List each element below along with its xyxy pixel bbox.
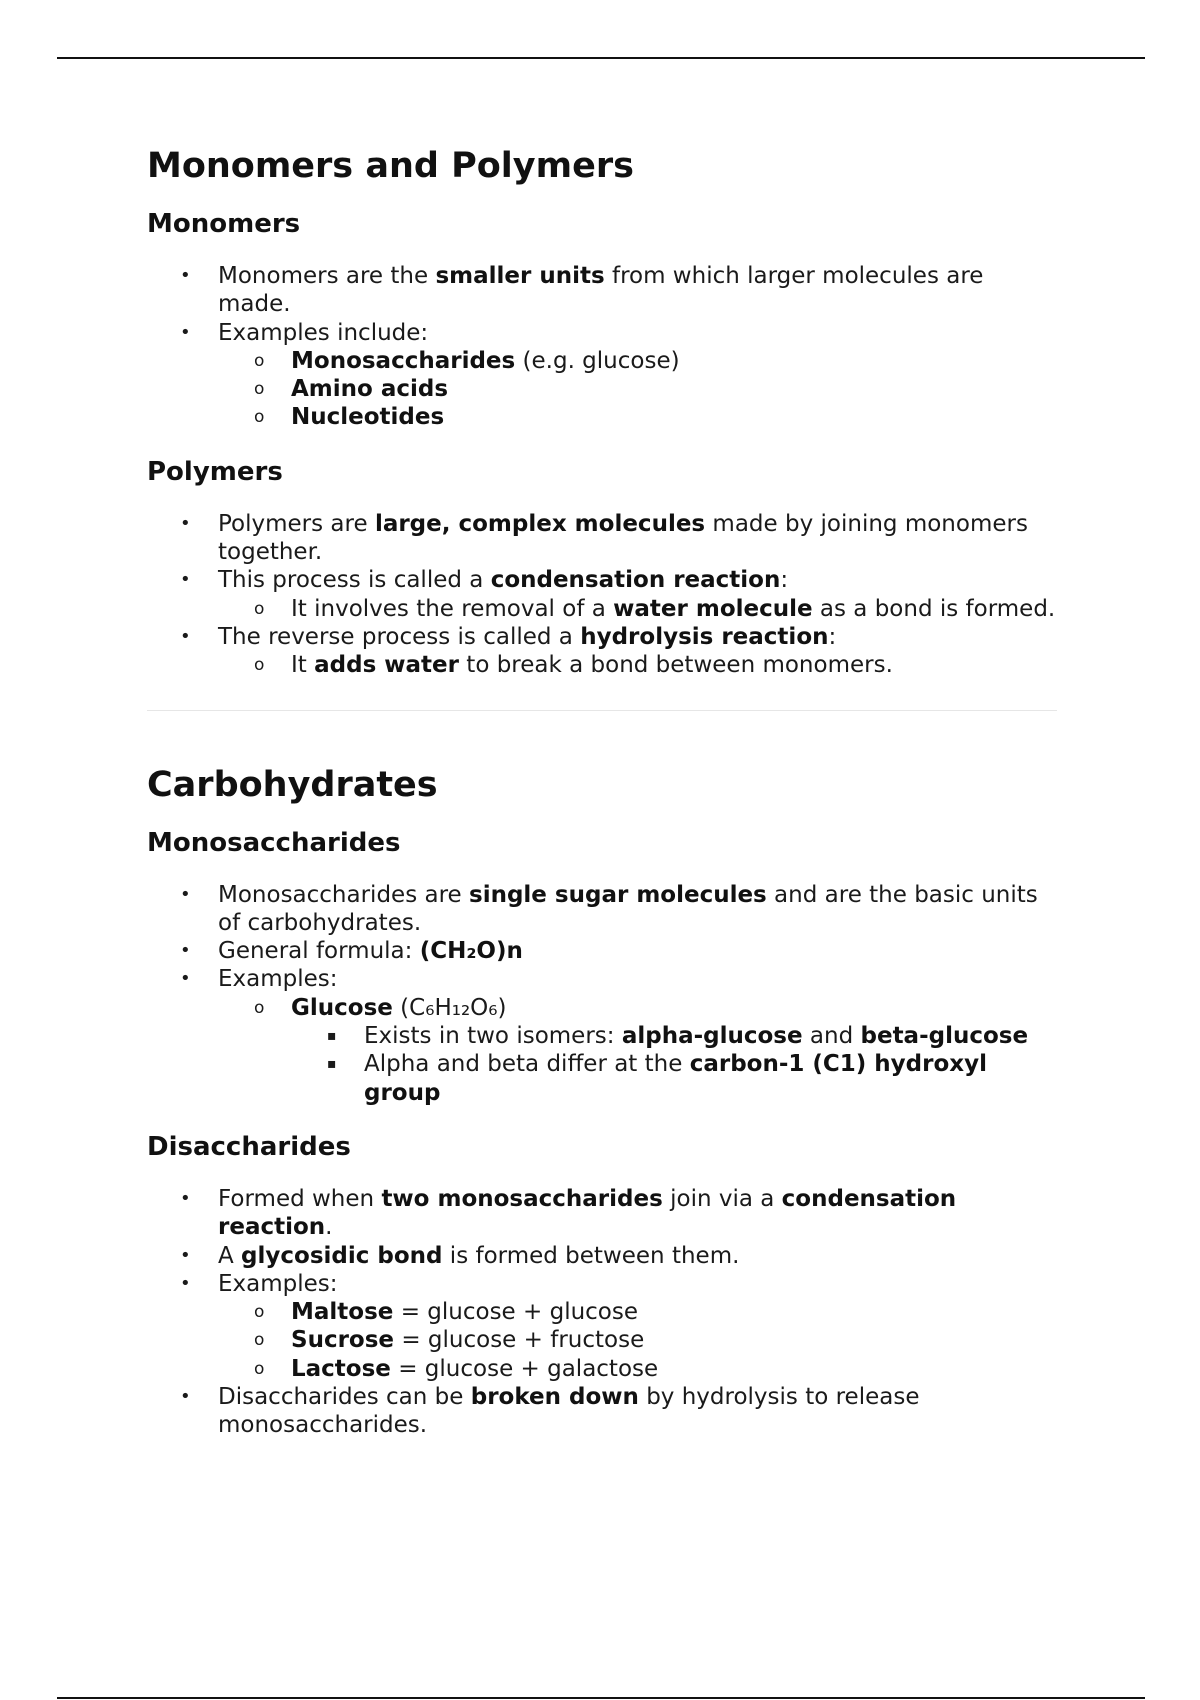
- text: It involves the removal of a: [291, 595, 614, 622]
- list-item: [147, 1298, 1057, 1326]
- list-item: [147, 347, 1057, 375]
- list-item: [147, 375, 1057, 403]
- bold-text: single sugar molecules: [469, 881, 767, 908]
- text: join via a: [662, 1185, 782, 1212]
- bullet-circle-icon: o: [254, 1358, 265, 1379]
- text: Disaccharides can be: [218, 1384, 471, 1411]
- bullet-disc-icon: •: [180, 883, 191, 905]
- bullet-circle-icon: o: [254, 407, 265, 428]
- text: :: [828, 623, 837, 650]
- bold-text: two monosaccharides: [381, 1185, 663, 1212]
- text: :: [780, 567, 789, 594]
- text: = glucose + galactose: [390, 1355, 659, 1382]
- section-divider: [147, 710, 1057, 711]
- bullet-circle-icon: o: [254, 350, 265, 371]
- bullet-disc-icon: •: [180, 1244, 191, 1266]
- bullet-square-icon: ▪: [327, 1056, 337, 1073]
- subsection-title: Polymers: [147, 456, 283, 487]
- bold-text: beta-glucose: [860, 1023, 1029, 1050]
- bullet-circle-icon: o: [254, 1302, 265, 1323]
- section-title: Carbohydrates: [147, 764, 438, 805]
- list-item: [147, 262, 1057, 319]
- bullet-disc-icon: •: [180, 265, 191, 286]
- bold-text: water molecule: [613, 595, 813, 622]
- bold-text: carbon-1 (C1) hydroxyl group: [364, 1051, 987, 1106]
- list-item: [147, 510, 1057, 567]
- text: and are the basic units of carbohydrates.: [218, 881, 1038, 936]
- text: = glucose + glucose: [393, 1299, 639, 1326]
- bullet-circle-icon: o: [254, 1330, 265, 1351]
- bold-text: Glucose: [291, 994, 393, 1021]
- list-item: [147, 994, 1057, 1022]
- text: Examples:: [218, 966, 338, 993]
- bullet-disc-icon: •: [180, 968, 191, 990]
- bold-text: Lactose: [291, 1355, 391, 1382]
- bold-text: broken down: [470, 1384, 639, 1411]
- text: Alpha and beta differ at the: [364, 1051, 690, 1078]
- page-top-rule: [57, 57, 1145, 59]
- text: Examples:: [218, 1270, 338, 1297]
- subsection-title: Monosaccharides: [147, 827, 401, 858]
- bold-text: hydrolysis reaction: [580, 623, 829, 650]
- bullet-list: [147, 881, 1057, 1107]
- bullet-disc-icon: •: [180, 1187, 191, 1209]
- bullet-disc-icon: •: [180, 569, 191, 591]
- bold-text: large, complex molecules: [374, 510, 706, 537]
- text: = glucose + fructose: [394, 1327, 645, 1354]
- bold-text: Nucleotides: [291, 404, 445, 431]
- bold-text: adds water: [314, 652, 459, 679]
- subsection-title: Disaccharides: [147, 1131, 351, 1162]
- bold-text: alpha-glucose: [621, 1023, 803, 1050]
- subsection-title: Monomers: [147, 209, 301, 239]
- bullet-disc-icon: •: [180, 1272, 191, 1294]
- text: and: [802, 1023, 861, 1050]
- list-item: [147, 937, 1057, 965]
- text: Examples include:: [218, 319, 429, 346]
- text: General formula:: [218, 938, 420, 965]
- list-item: [147, 319, 1057, 347]
- document-content: [147, 140, 1057, 1440]
- text: The reverse process is called a: [218, 623, 581, 650]
- text: is formed between them.: [442, 1242, 740, 1269]
- list-item: [147, 566, 1057, 594]
- list-item: [147, 623, 1057, 651]
- bullet-list: [147, 262, 1057, 432]
- text: (C₆H₁₂O₆): [392, 994, 507, 1021]
- list-item: [147, 1270, 1057, 1298]
- text: as a bond is formed.: [812, 595, 1056, 622]
- text: to break a bond between monomers.: [458, 652, 893, 679]
- bullet-list: [147, 1185, 1057, 1440]
- bold-text: Amino acids: [291, 376, 449, 403]
- bullet-disc-icon: •: [180, 321, 191, 343]
- bullet-circle-icon: o: [254, 598, 265, 619]
- list-item: [147, 651, 1057, 679]
- list-item: [147, 403, 1057, 431]
- list-item: [147, 1355, 1057, 1383]
- text: from which larger molecules are made.: [218, 263, 984, 318]
- list-item: [147, 1383, 1057, 1440]
- text: Formed when: [218, 1185, 382, 1212]
- bold-text: glycosidic bond: [241, 1242, 443, 1269]
- list-item: [147, 1326, 1057, 1354]
- text: .: [325, 1214, 333, 1241]
- page-bottom-rule: [57, 1697, 1145, 1699]
- text: Exists in two isomers:: [364, 1023, 622, 1050]
- list-item: [147, 1185, 1057, 1242]
- bullet-disc-icon: •: [180, 1386, 191, 1408]
- text: It: [291, 652, 315, 679]
- bold-text: condensation reaction: [218, 1185, 957, 1241]
- bullet-disc-icon: •: [180, 625, 191, 647]
- list-item: [147, 595, 1057, 623]
- text: Monosaccharides are: [218, 881, 470, 908]
- bold-text: smaller units: [435, 263, 605, 289]
- bullet-circle-icon: o: [254, 655, 265, 676]
- bullet-list: [147, 510, 1057, 680]
- text: (e.g. glucose): [515, 347, 680, 374]
- section-title: Monomers and Polymers: [147, 146, 634, 186]
- bullet-disc-icon: •: [180, 940, 191, 962]
- text: This process is called a: [218, 567, 491, 594]
- text: made by joining monomers together.: [218, 510, 1028, 566]
- bold-text: condensation reaction: [490, 567, 781, 594]
- text: Polymers are: [218, 510, 375, 537]
- bullet-circle-icon: o: [254, 379, 265, 400]
- list-item: [147, 965, 1057, 993]
- text: A: [218, 1242, 242, 1269]
- bullet-circle-icon: o: [254, 997, 265, 1018]
- bold-text: Maltose: [291, 1299, 394, 1326]
- text: by hydrolysis to release monosaccharides.: [218, 1384, 920, 1439]
- bullet-square-icon: ▪: [327, 1028, 337, 1045]
- bold-text: (CH₂O)n: [419, 938, 523, 965]
- list-item: [147, 1242, 1057, 1270]
- list-item: [147, 1050, 1057, 1107]
- list-item: [147, 1022, 1057, 1050]
- bullet-disc-icon: •: [180, 512, 191, 534]
- text: Monomers are the: [218, 263, 436, 289]
- bold-text: Monosaccharides: [291, 347, 516, 374]
- bold-text: Sucrose: [291, 1327, 395, 1354]
- list-item: [147, 881, 1057, 938]
